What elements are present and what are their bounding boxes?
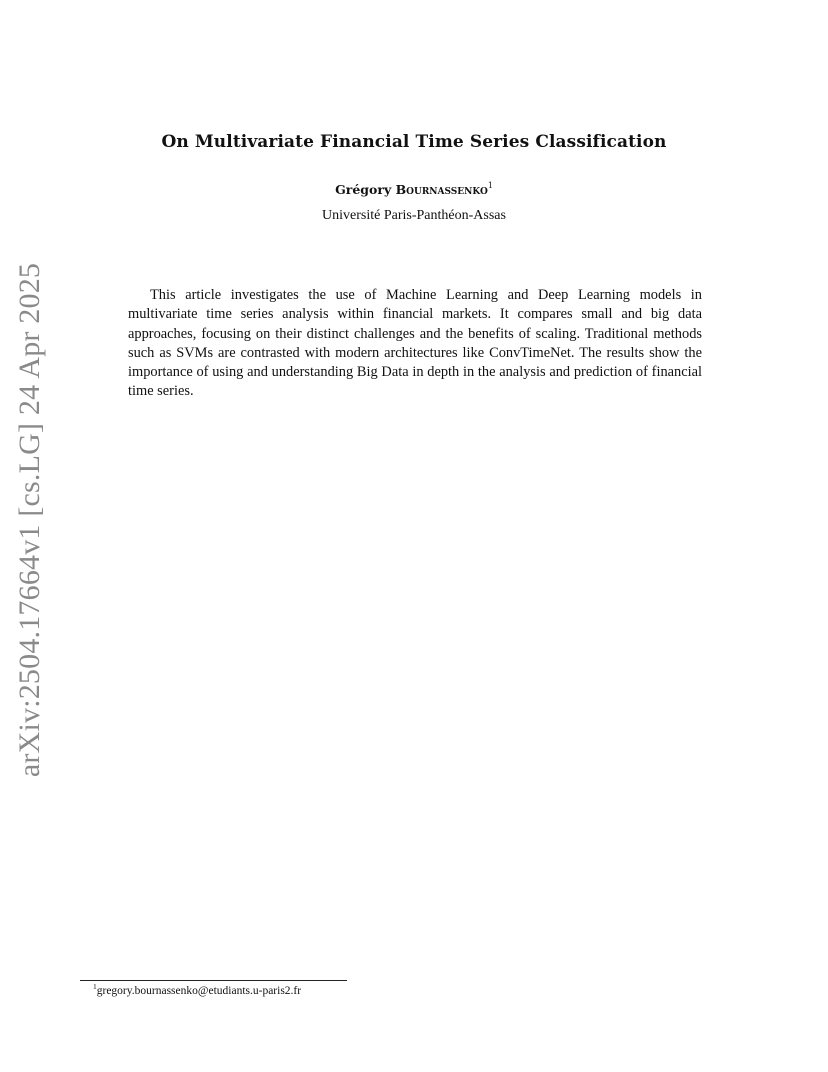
author-affiliation: Université Paris-Panthéon-Assas (322, 208, 506, 223)
paper-title: On Multivariate Financial Time Series Classification (161, 132, 667, 152)
footnote-email: gregory.bournassenko@etudiants.u-paris2.fr (96, 985, 302, 997)
author-last-name: Bournassenko (395, 182, 488, 197)
footnote (93, 984, 301, 998)
footnote-divider (80, 980, 347, 981)
abstract-paragraph: This article investigates the use of Machine Learning and Deep Learning models in multivariate time series analysis within financial markets. It compares small and big data approaches, focusing on their distinct challenges and the benefits of scaling. Traditional methods such as SVMs are contrasted with modern architectures like ConvTimeNet. The results show the importance of using and understanding Big Data in depth in the analysis and prediction of financial time series. (128, 287, 702, 400)
author-footnote-mark: 1 (487, 181, 493, 190)
author-line (0, 181, 828, 199)
arxiv-identifier-stamp: arXiv:2504.17664v1 [cs.LG] 24 Apr 2025 (13, 262, 46, 778)
author-first-name: Grégory (335, 182, 392, 197)
footnote-mark: 1 (93, 982, 97, 991)
